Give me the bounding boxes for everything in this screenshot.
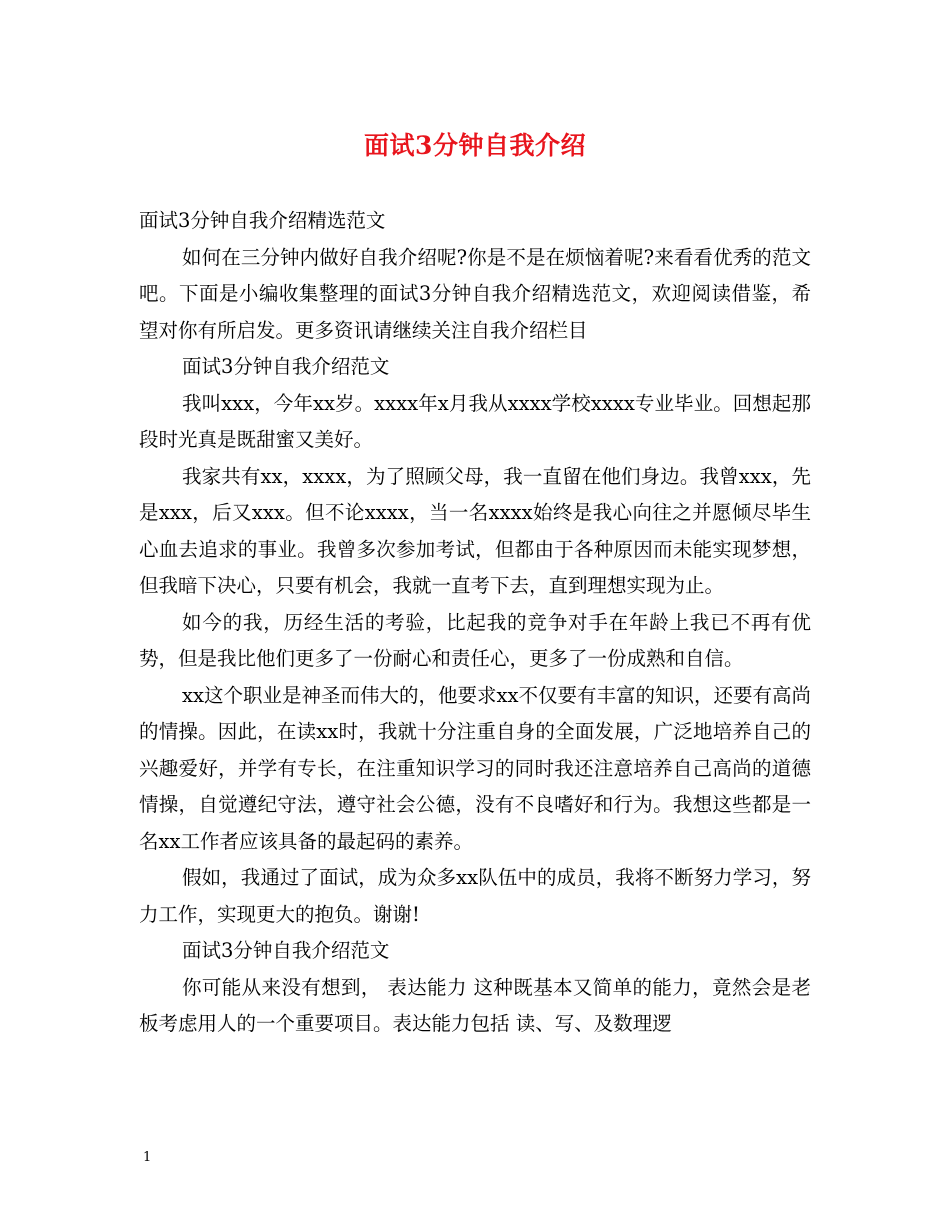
paragraph-body: xx这个职业是神圣而伟大的，他要求xx不仅要有丰富的知识，还要有高尚的情操。因此，在读xx时，我就十分注重自身的全面发展，广泛地培养自己的兴趣爱好，并学有专长，在注重知识学习的同时我还注意培养自己高尚的道德情操，自觉遵纪守法，遵守社会公德，没有不良嗜好和行为。我想这些都是一名xx工作者应该具备的最起码的素养。 — [139, 683, 811, 853]
page-number: 1 — [143, 1150, 152, 1165]
paragraph-section-heading: 面试3分钟自我介绍范文 — [182, 355, 390, 378]
paragraph-body: 假如，我通过了面试，成为众多xx队伍中的成员，我将不断努力学习，努力工作，实现更大的抱负。谢谢! — [139, 866, 811, 926]
paragraph-body: 你可能从来没有想到， 表达能力 这种既基本又简单的能力，竟然会是老板考虑用人的一个重要项目。表达能力包括 读、写、及数理逻 — [139, 975, 811, 1035]
paragraph-section-heading: 面试3分钟自我介绍范文 — [182, 939, 390, 962]
document-title: 面试3分钟自我介绍 — [364, 131, 586, 160]
document-body — [139, 203, 811, 1043]
paragraph-subtitle: 面试3分钟自我介绍精选范文 — [139, 209, 386, 232]
paragraph-body: 我家共有xx，xxxx，为了照顾父母，我一直留在他们身边。我曾xxx，先是xxx，后又xxx。但不论xxxx，当一名xxxx始终是我心向往之并愿倾尽毕生心血去追求的事业。我曾多次参加考试，但都由于各种原因而未能实现梦想，但我暗下决心，只要有机会，我就一直考下去，直到理想实现为止。 — [139, 464, 811, 597]
paragraph-intro: 如何在三分钟内做好自我介绍呢?你是不是在烦恼着呢?来看看优秀的范文吧。下面是小编收集整理的面试3分钟自我介绍精选范文，欢迎阅读借鉴，希望对你有所启发。更多资讯请继续关注自我介绍栏目 — [139, 245, 811, 342]
paragraph-body: 如今的我，历经生活的考验，比起我的竞争对手在年龄上我已不再有优势，但是我比他们更多了一份耐心和责任心，更多了一份成熟和自信。 — [139, 610, 811, 670]
paragraph-body: 我叫xxx，今年xx岁。xxxx年x月我从xxxx学校xxxx专业毕业。回想起那段时光真是既甜蜜又美好。 — [139, 391, 811, 451]
